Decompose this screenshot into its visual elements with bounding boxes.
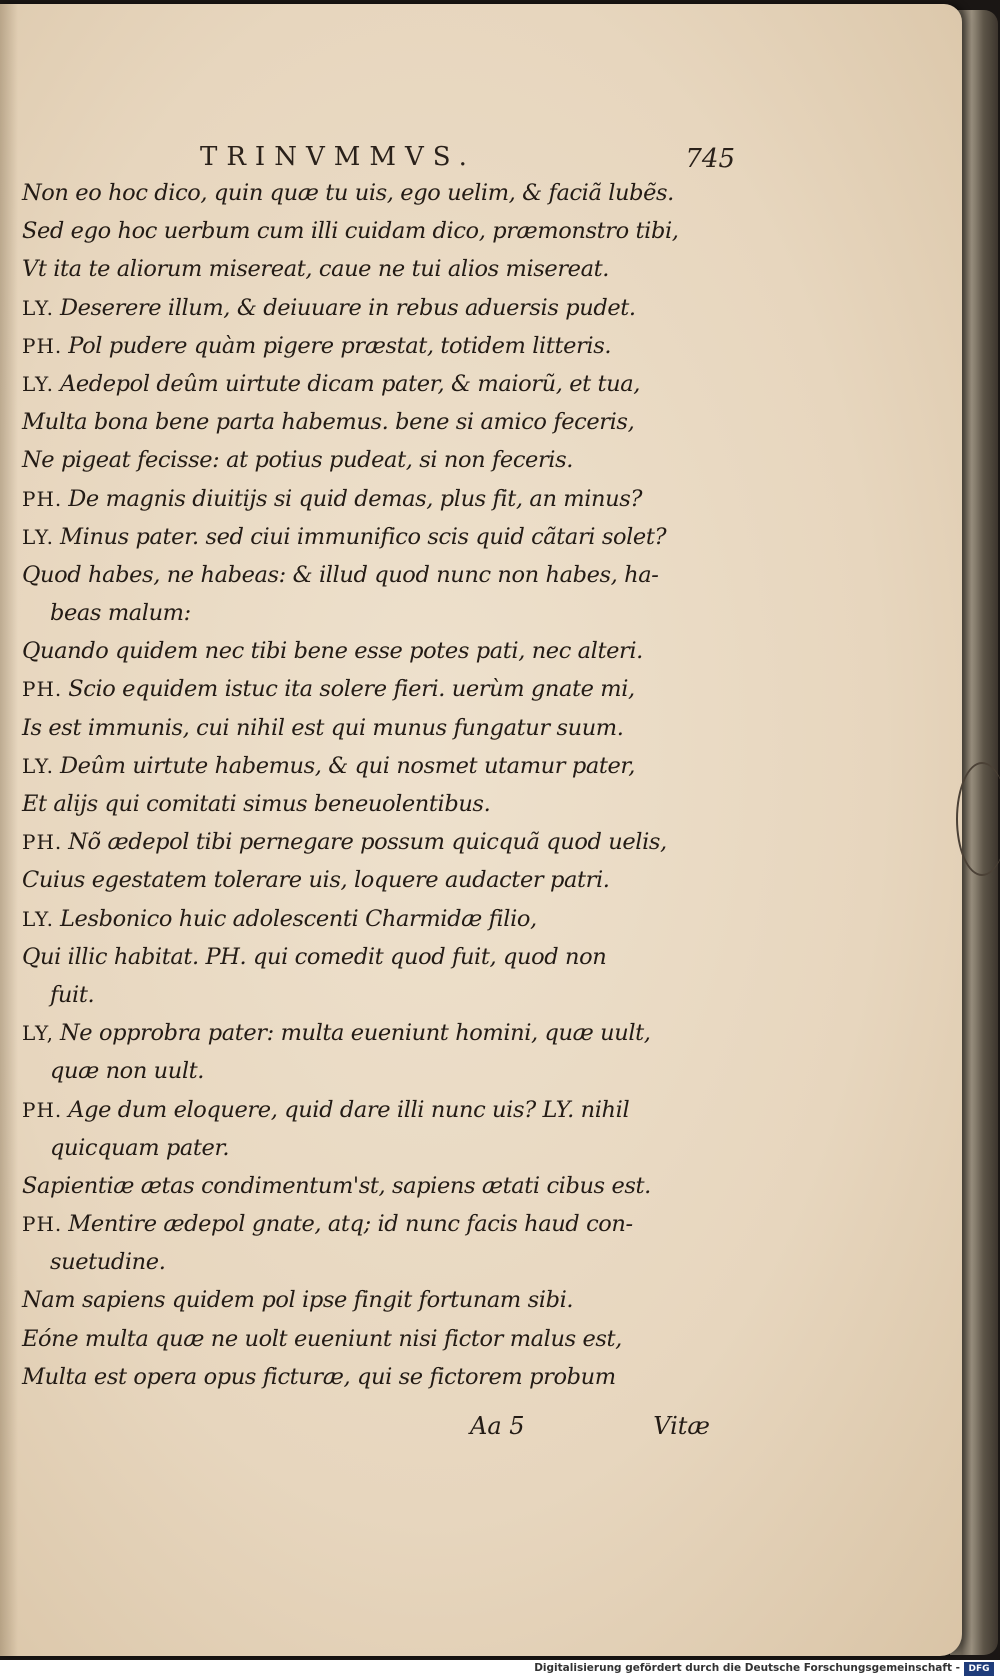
speaker-label: LY. — [22, 906, 54, 931]
page-header — [200, 142, 735, 178]
speaker-label: PH. — [22, 486, 63, 511]
line-text: quæ non uult. — [50, 1058, 205, 1085]
speaker-label: PH. — [22, 830, 63, 855]
page-footer — [470, 1412, 710, 1452]
line-text: Nam sapiens quidem pol ipse fingit fortunam sibi. — [22, 1287, 574, 1314]
speaker-label: PH. — [22, 677, 63, 702]
line-text: Ne pigeat fecisse: at potius pudeat, si non feceris. — [22, 447, 574, 474]
line-text: Mentire ædepol gnate, atq; id nunc facis haud con- — [68, 1211, 633, 1238]
text-line — [22, 250, 722, 288]
text-line — [22, 1129, 722, 1167]
speaker-label: PH. — [22, 1212, 63, 1237]
speaker-label: PH. — [22, 1097, 63, 1122]
line-text: suetudine. — [50, 1249, 166, 1276]
text-line — [22, 1205, 722, 1243]
text-line — [22, 1052, 722, 1090]
signature-mark: Aa 5 — [470, 1412, 525, 1440]
line-text: fuit. — [50, 981, 95, 1008]
line-text: Aedepol deûm uirtute dicam pater, & maiorũ, et tua, — [59, 370, 641, 397]
line-text: Deûm uirtute habemus, & qui nosmet utamur pater, — [59, 752, 636, 779]
line-text: Qui illic habitat. PH. qui comedit quod fuit, quod non — [22, 943, 607, 970]
line-text: Is est immunis, cui nihil est qui munus fungatur suum. — [22, 714, 624, 741]
line-text: Pol pudere quàm pigere præstat, totidem litteris. — [68, 332, 612, 359]
text-line — [22, 785, 722, 823]
page-gutter — [0, 4, 18, 1656]
page-edge-marker — [956, 762, 1000, 876]
text-line — [22, 1167, 722, 1205]
line-text: Quando quidem nec tibi bene esse potes pati, nec alteri. — [22, 638, 643, 665]
text-line — [22, 1243, 722, 1281]
text-line — [22, 518, 722, 556]
verse-text — [22, 174, 722, 1396]
text-line — [22, 556, 722, 594]
speaker-label: LY. — [22, 753, 54, 778]
line-text: Cuius egestatem tolerare uis, loquere audacter patri. — [22, 867, 610, 894]
text-line — [22, 1320, 722, 1358]
line-text: quicquam pater. — [50, 1134, 230, 1161]
page-number: 745 — [685, 144, 735, 174]
line-text: Ne opprobra pater: multa eueniunt homini, quæ uult, — [59, 1020, 651, 1047]
speaker-label: LY. — [22, 524, 54, 549]
dfg-logo: DFG — [964, 1662, 994, 1676]
text-line — [22, 594, 722, 632]
text-line — [22, 289, 722, 327]
text-line — [22, 823, 722, 861]
text-line — [22, 709, 722, 747]
line-text: beas malum: — [50, 600, 191, 627]
text-line — [22, 327, 722, 365]
text-line — [22, 1014, 722, 1052]
line-text: Scio equidem istuc ita solere fieri. uerùm gnate mi, — [68, 676, 635, 703]
text-line — [22, 1281, 722, 1319]
line-text: Sapientiæ ætas condimentum'st, sapiens ætati cibus est. — [22, 1172, 651, 1199]
line-text: Age dum eloquere, quid dare illi nunc uis? LY. nihil — [68, 1096, 630, 1123]
running-title: TRINVMMVS. — [200, 142, 476, 172]
text-line — [22, 632, 722, 670]
line-text: Lesbonico huic adolescenti Charmidæ filio, — [59, 905, 537, 932]
line-text: Multa est opera opus ficturæ, qui se fictorem probum — [22, 1363, 616, 1390]
text-line — [22, 861, 722, 899]
text-line — [22, 670, 722, 708]
text-line — [22, 1091, 722, 1129]
text-line — [22, 174, 722, 212]
text-line — [22, 976, 722, 1014]
line-text: Quod habes, ne habeas: & illud quod nunc non habes, ha- — [22, 561, 659, 588]
line-text: Minus pater. sed ciui immunifico scis quid cãtari solet? — [59, 523, 667, 550]
line-text: Et alijs qui comitati simus beneuolentibus. — [22, 791, 491, 817]
speaker-label: LY. — [22, 295, 54, 320]
catchword: Vitæ — [653, 1412, 710, 1440]
line-text: Multa bona bene parta habemus. bene si amico feceris, — [22, 409, 635, 436]
text-line — [22, 900, 722, 938]
digitization-credit: Digitalisierung gefördert durch die Deutsche Forschungsgemeinschaft - — [534, 1662, 960, 1674]
line-text: De magnis diuitijs si quid demas, plus fit, an minus? — [68, 485, 643, 512]
text-line — [22, 365, 722, 403]
text-line — [22, 938, 722, 976]
line-text: Eóne multa quæ ne uolt eueniunt nisi fictor malus est, — [22, 1325, 622, 1352]
line-text: Vt ita te aliorum misereat, caue ne tui alios misereat. — [22, 256, 610, 283]
speaker-label: LY. — [22, 371, 54, 396]
line-text: Sed ego hoc uerbum cum illi cuidam dico, præmonstro tibi, — [22, 218, 679, 245]
text-line — [22, 403, 722, 441]
text-line — [22, 1358, 722, 1396]
line-text: Deserere illum, & deiuuare in rebus aduersis pudet. — [59, 294, 636, 321]
line-text: Non eo hoc dico, quin quæ tu uis, ego uelim, & faciã lubẽs. — [22, 180, 674, 206]
text-line — [22, 747, 722, 785]
text-line — [22, 480, 722, 518]
text-line — [22, 441, 722, 479]
line-text: Nõ ædepol tibi pernegare possum quicquã quod uelis, — [68, 829, 667, 856]
text-line — [22, 212, 722, 250]
speaker-label: PH. — [22, 333, 63, 358]
speaker-label: LY, — [22, 1021, 54, 1046]
